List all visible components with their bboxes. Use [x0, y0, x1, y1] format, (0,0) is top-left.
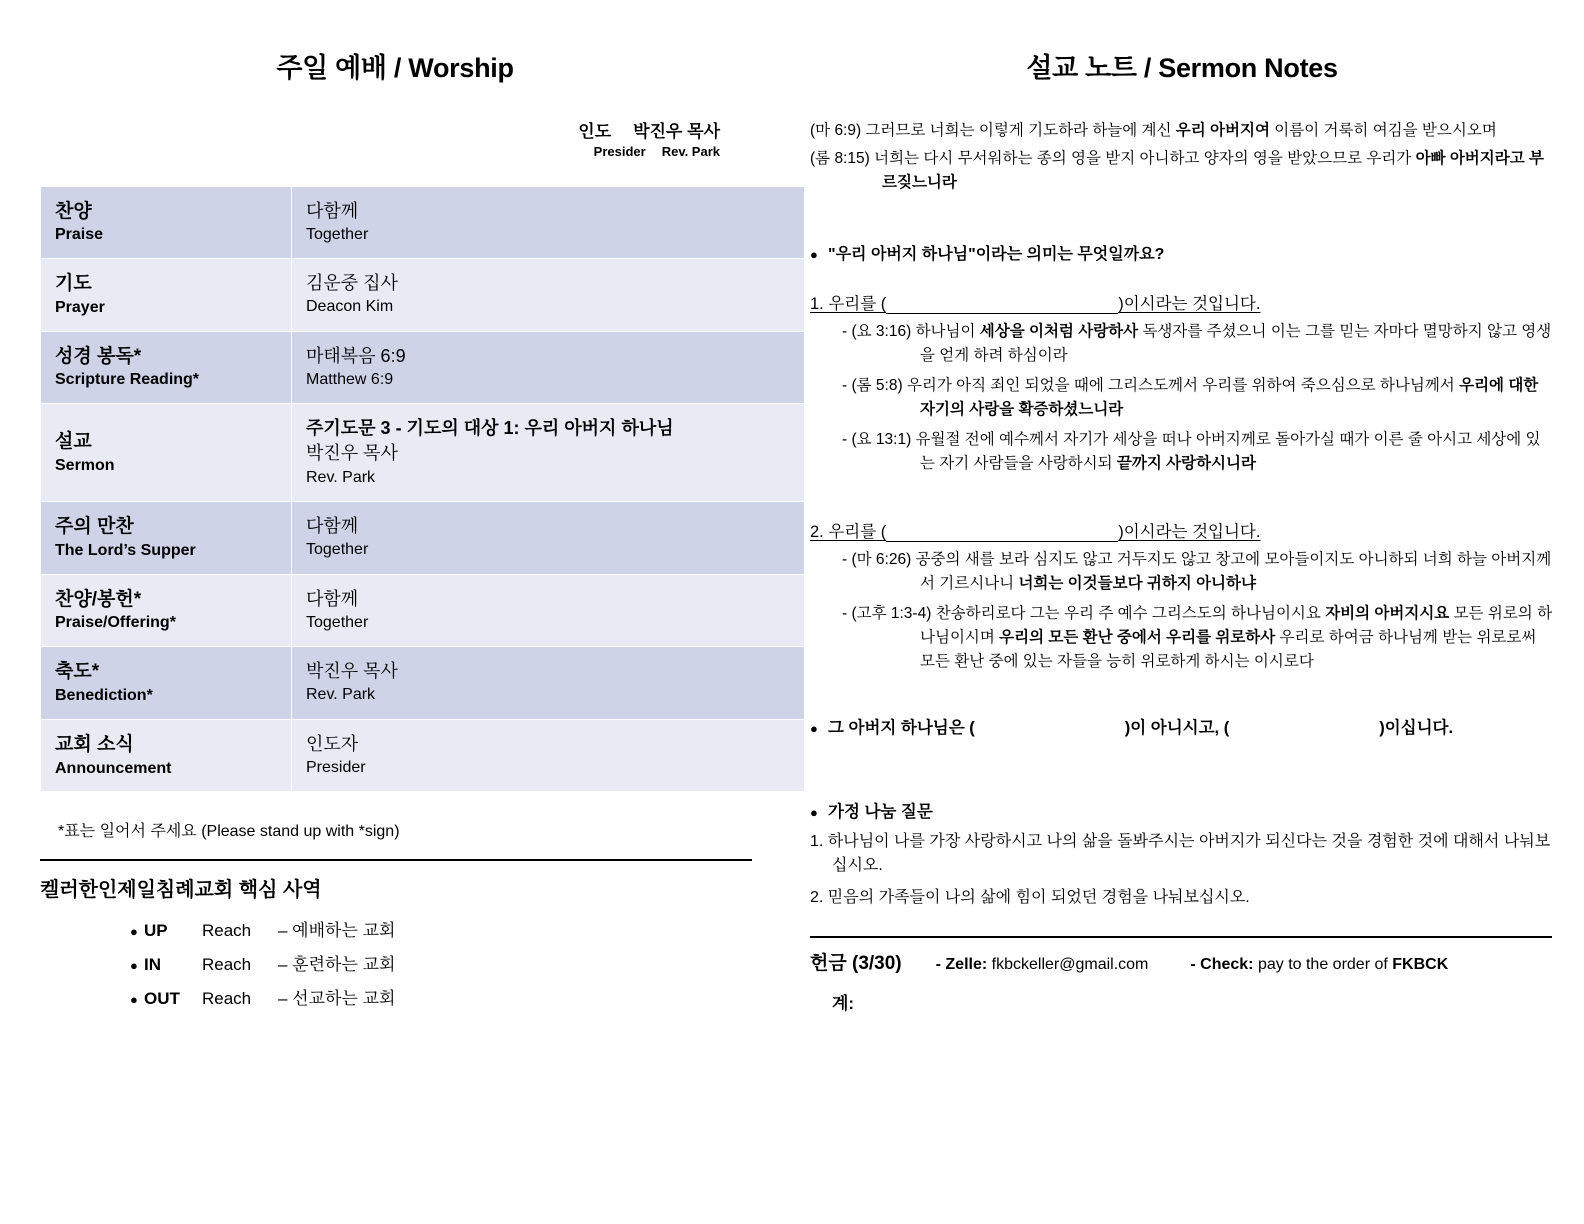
label-en: Benediction* — [55, 686, 153, 704]
sermon-notes-title: 설교 노트 / Sermon Notes — [1026, 53, 1338, 83]
table-row — [41, 502, 805, 575]
family-title-text: 가정 나눔 질문 — [828, 803, 933, 822]
label-ko: 기도 — [55, 273, 92, 295]
label-en: Announcement — [55, 759, 172, 777]
zelle-value[interactable]: fkbckeller@gmail.com — [991, 956, 1149, 974]
ministry-desc: – 예배하는 교회 — [278, 921, 396, 941]
check-value-bold: FKBCK — [1392, 956, 1449, 974]
verse-post: 이름이 거룩히 여김을 받으시오며 — [1269, 122, 1497, 139]
sub-verse — [810, 548, 1554, 596]
label-en: Prayer — [55, 298, 105, 316]
fill-line-p2: )이 아니시고, ( — [1124, 719, 1230, 738]
verse-bold: 아빠 아버지라고 부르짖느니라 — [882, 150, 1544, 192]
ministry-title: 켈러한인제일침례교회 핵심 사역 — [40, 879, 322, 902]
value-ko: 다함께 — [306, 516, 359, 536]
verse-block — [810, 119, 1554, 195]
family-question: 2. 믿음의 가족들이 나의 삶에 힘이 되었던 경험을 나눠보십시오. — [810, 889, 1250, 907]
fill-in-line — [810, 714, 1554, 738]
presider-en-name: Rev. Park — [661, 144, 720, 160]
order-item-label — [41, 259, 292, 332]
sub-verse — [810, 428, 1554, 476]
table-row — [41, 331, 805, 404]
ministry-tag: OUT — [144, 989, 180, 1009]
check-value-pre: pay to the order of — [1257, 956, 1393, 974]
order-item-value — [292, 259, 805, 332]
sub-pre: 우리가 아직 죄인 되었을 때에 그리스도께서 우리를 위하여 죽으심으로 하나님께서 — [906, 377, 1460, 395]
offering-title: 헌금 (3/30) — [810, 953, 902, 975]
ministry-tag: UP — [144, 921, 168, 941]
sub-pre: 유월절 전에 예수께서 자기가 세상을 떠나 아버지께로 돌아가실 때가 이른 줄 아시고 세상에 있는 자기 사람들을 사랑하시되 — [915, 431, 1541, 473]
presider-block — [40, 121, 750, 161]
check-label: - Check: — [1190, 956, 1254, 974]
value-ko: 김운중 집사 — [306, 273, 398, 294]
sub-ref: - (요 13:1) — [842, 431, 912, 449]
presider-english — [40, 144, 720, 160]
sub-pre: 공중의 새를 보라 심지도 않고 거두지도 않고 창고에 모아들이지도 아니하되 너희 하늘 아버지께서 기르시나니 — [915, 551, 1552, 593]
order-item-value — [292, 502, 805, 575]
presider-ko-name: 박진우 목사 — [633, 122, 720, 141]
value-ko: 마태복음 6:9 — [306, 345, 406, 366]
label-en: Praise/Offering* — [55, 614, 176, 632]
sub-pre: 하나님이 — [915, 323, 980, 341]
list-item — [130, 916, 750, 941]
bullet-icon: ● — [130, 958, 138, 974]
sub-ref: - (요 3:16) — [842, 323, 912, 341]
sub-bold: 세상을 이처럼 사랑하사 — [979, 323, 1139, 341]
value-ko: 인도자 — [306, 733, 359, 754]
offering-row — [810, 948, 1554, 975]
point-1-pre: 1. 우리를 ( — [810, 295, 887, 314]
sub-bold: 끝까지 사랑하시니라 — [1116, 455, 1256, 473]
order-item-value — [292, 647, 805, 720]
sub-verse — [810, 602, 1554, 674]
bullet-icon: ● — [130, 924, 138, 940]
order-item-value — [292, 574, 805, 647]
ministry-desc: – 훈련하는 교회 — [278, 955, 396, 975]
order-item-label — [41, 186, 292, 259]
bullet-icon: ● — [130, 992, 138, 1008]
label-ko: 성경 봉독* — [55, 345, 142, 367]
value-en: Presider — [306, 758, 366, 776]
sub-ref: - (롬 5:8) — [842, 377, 903, 395]
sub-pre: 찬송하리로다 그는 우리 주 예수 그리스도의 하나님이시요 — [935, 605, 1326, 623]
label-en: The Lord’s Supper — [55, 541, 196, 559]
offering-check — [1190, 956, 1448, 974]
order-item-label — [41, 331, 292, 404]
ministry-reach: Reach — [202, 921, 252, 941]
verse-pre: 그러므로 너희는 이렇게 기도하라 하늘에 계신 — [865, 122, 1176, 139]
label-en: Sermon — [55, 456, 115, 474]
stand-up-note: *표는 일어서 주세요 (Please stand up with *sign) — [58, 823, 400, 841]
divider — [810, 936, 1552, 938]
main-question — [810, 241, 1554, 264]
ministry-list — [40, 916, 750, 1009]
worship-order-table — [40, 186, 805, 793]
table-row — [41, 574, 805, 647]
divider — [40, 859, 752, 861]
sub-bold: 자비의 아버지시요 — [1325, 605, 1450, 623]
label-ko: 찬양/봉헌* — [55, 588, 142, 610]
label-ko: 교회 소식 — [55, 733, 134, 755]
table-row — [41, 647, 805, 720]
ministry-reach: Reach — [202, 955, 252, 975]
order-item-label — [41, 647, 292, 720]
sub-ref: - (고후 1:3-4) — [842, 605, 932, 623]
presider-en-label: Presider — [593, 144, 646, 160]
sub-post: 독생자를 주셨으니 이는 그를 믿는 자마다 멸망하지 않고 영생을 얻게 하려 하심이라 — [920, 323, 1552, 365]
table-row — [41, 186, 805, 259]
offering-zelle — [936, 956, 1149, 974]
value-ko: 박진우 목사 — [306, 661, 398, 682]
list-item — [130, 984, 750, 1009]
worship-title: 주일 예배 / Worship — [276, 53, 514, 83]
verse-ref: (롬 8:15) — [810, 150, 870, 168]
value-ko: 다함께 — [306, 200, 359, 221]
worship-column — [0, 0, 790, 1224]
sub-bold2: 우리의 모든 환난 중에서 우리를 위로하사 — [999, 629, 1276, 647]
verse — [810, 119, 1554, 143]
fill-blank[interactable] — [886, 296, 1118, 314]
family-question: 1. 하나님이 나를 가장 사랑하시고 나의 삶을 돌봐주시는 아버지가 되신다는 것을 경험한 것에 대해서 나눠보십시오. — [810, 833, 1551, 875]
order-item-label — [41, 574, 292, 647]
order-item-value — [292, 186, 805, 259]
zelle-label: - Zelle: — [935, 956, 988, 974]
ministry-reach: Reach — [202, 989, 252, 1009]
sub-verse — [810, 320, 1554, 368]
sub-verse — [810, 374, 1554, 422]
order-item-value — [292, 404, 805, 502]
value-ko: 박진우 목사 — [306, 443, 398, 464]
ministry-desc: – 선교하는 교회 — [278, 989, 396, 1009]
verse-bold: 우리 아버지여 — [1175, 122, 1270, 139]
point-1-post: )이시라는 것입니다. — [1118, 295, 1261, 314]
value-en: Rev. Park — [306, 686, 376, 704]
sub-ref: - (마 6:26) — [842, 551, 912, 569]
value-ko: 다함께 — [306, 588, 359, 609]
fill-line-p3: )이십니다. — [1379, 719, 1454, 738]
offering-total-label: 계: — [832, 994, 855, 1014]
fill-blank[interactable] — [886, 524, 1118, 542]
list-item — [130, 950, 750, 975]
verse-ref: (마 6:9) — [810, 122, 862, 139]
value-en: Together — [306, 541, 369, 559]
presider-ko-label: 인도 — [578, 122, 612, 141]
label-ko: 주의 만찬 — [55, 516, 134, 538]
main-question-text: "우리 아버지 하나님"이라는 의미는 무엇일까요? — [828, 246, 1165, 264]
label-en: Praise — [55, 226, 104, 244]
presider-korean — [40, 121, 720, 142]
order-item-value — [292, 331, 805, 404]
family-questions-title — [810, 798, 1554, 822]
value-en: Together — [306, 613, 369, 631]
ministry-tag: IN — [144, 955, 161, 975]
order-item-value — [292, 719, 805, 792]
label-ko: 축도* — [55, 661, 100, 683]
order-item-label — [41, 719, 292, 792]
sub-mid: 모든 위로의 하나님이시며 — [920, 605, 1553, 647]
verse — [810, 147, 1554, 195]
fill-line-p1: 그 아버지 하나님은 ( — [828, 719, 975, 738]
sermon-notes-column — [790, 0, 1584, 1224]
sub-bold: 너희는 이것들보다 귀하지 아니하냐 — [1018, 575, 1256, 593]
bullet-icon: ● — [810, 721, 818, 737]
point-1 — [810, 290, 1554, 314]
verse-pre: 너희는 다시 무서워하는 종의 영을 받지 아니하고 양자의 영을 받았으므로 우리가 — [874, 150, 1416, 168]
order-item-label — [41, 404, 292, 502]
value-en: Deacon Kim — [306, 298, 394, 316]
point-2 — [810, 518, 1554, 542]
point-2-pre: 2. 우리를 ( — [810, 523, 887, 542]
table-row — [41, 259, 805, 332]
table-row — [41, 404, 805, 502]
order-item-label — [41, 502, 292, 575]
table-row — [41, 719, 805, 792]
label-en: Scripture Reading* — [55, 371, 200, 389]
label-ko: 찬양 — [55, 200, 92, 222]
value-en: Rev. Park — [306, 468, 376, 486]
point-2-post: )이시라는 것입니다. — [1118, 523, 1261, 542]
sub-post: 우리로 하여금 하나님께 받는 위로로써 모든 환난 중에 있는 자들을 능히 위로하게 하시는 이시로다 — [920, 629, 1537, 671]
value-en: Together — [306, 225, 369, 243]
bullet-icon: ● — [810, 805, 818, 821]
sermon-title: 주기도문 3 - 기도의 대상 1: 우리 아버지 하나님 — [306, 418, 674, 439]
bullet-icon: ● — [810, 247, 818, 263]
value-en: Matthew 6:9 — [306, 370, 394, 388]
sub-bold: 우리에 대한 자기의 사랑을 확증하셨느니라 — [920, 377, 1539, 419]
label-ko: 설교 — [55, 431, 92, 452]
